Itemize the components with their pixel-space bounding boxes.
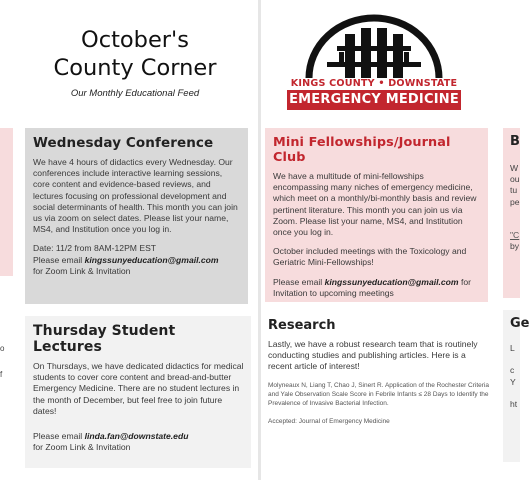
wednesday-body: We have 4 hours of didactics every Wednesday. Our conferences include interactive learning sessions, core content and evidence-based reviews, and lectures focusing on professional development and social determinants of health. This month you can join us via zoom on select dates. Please list your name, MS4, and Institution once you log in.: [33, 157, 238, 235]
research-body: Lastly, we have a robust research team that is routinely conducting studies and publishing articles. Here is a recent article of interest!: [268, 339, 478, 372]
mini-fellowships-body: We have a multitude of mini-fellowships encompassing many niches of emergency medicine, which meet on a monthly/bi-monthly basis and review pertinent literature. This month you can join us via Zoom. Please list your name, MS4, and Institution once you log in.: [273, 171, 477, 238]
thursday-lectures-card: [25, 316, 251, 468]
right-card-2-lines: L c Y ht: [510, 343, 518, 410]
mini-fellowships-email-line: Please email kingssunyeducation@gmail.com for Invitation to upcoming meetings: [273, 276, 471, 298]
wednesday-title: Wednesday Conference: [33, 135, 214, 151]
right-edge-card-2: [503, 310, 530, 462]
left-edge-text: o f: [0, 344, 5, 379]
title-line-1: October's: [81, 27, 189, 53]
research-section: [268, 318, 490, 425]
wednesday-email-link[interactable]: kingssunyeducation@gmail.com: [84, 254, 219, 265]
mini-fellowships-card: [265, 128, 488, 302]
logo-emergency-medicine-text: EMERGENCY MEDICINE: [287, 90, 461, 110]
wednesday-email-line: Please email kingssunyeducation@gmail.com: [33, 254, 219, 265]
mini-fellowships-email-link[interactable]: kingssunyeducation@gmail.com: [324, 276, 459, 287]
left-edge-card: [0, 128, 13, 276]
kings-county-logo: [287, 22, 461, 108]
hospital-arch-logo-icon: [287, 22, 461, 78]
mini-fellowships-title: Mini Fellowships/Journal Club: [273, 135, 451, 165]
research-title: Research: [268, 318, 336, 333]
thursday-email-link[interactable]: linda.fan@downstate.edu: [84, 431, 189, 442]
logo-kings-county-text: KINGS COUNTY • DOWNSTATE: [290, 78, 458, 89]
thursday-body: On Thursdays, we have dedicated didactics for medical students to cover core content and bread-and-butter Emergency Medicine. There are no student lectures in the month of December, but feel free to join future dates!: [33, 361, 244, 416]
wednesday-email-suffix: for Zoom Link & Invitation: [33, 265, 131, 276]
thursday-email-line: Please email linda.fan@downstate.edu: [33, 431, 189, 442]
wednesday-conference-card: [25, 128, 248, 304]
right-card-1-after: by: [510, 241, 520, 252]
thursday-title: Thursday Student Lectures: [33, 323, 176, 355]
page-title: [30, 26, 240, 82]
right-edge-card-1: [503, 128, 520, 298]
left-page: [0, 0, 258, 480]
right-card-2-title: Ge: [510, 316, 530, 331]
research-accepted: Accepted: Journal of Emergency Medicine: [268, 417, 390, 425]
mini-fellowships-note: October included meetings with the Toxicology and Geriatric Mini-Fellowships!: [273, 246, 467, 268]
research-citation: Molyneaux N, Liang T, Chao J, Sinert R. Application of the Rochester Criteria and Yale Observation Scale Score in Febrile Infants ≤ 28 Days to Identify the Prevalence of Invasive Bacterial Infection.: [268, 381, 489, 407]
page-subtitle: Our Monthly Educational Feed: [70, 88, 200, 99]
thursday-email-suffix: for Zoom Link & Invitation: [33, 442, 131, 453]
right-card-1-lines: W ou tu pe: [510, 163, 520, 207]
wednesday-date: Date: 11/2 from 8AM-12PM EST: [33, 243, 157, 254]
right-card-1-title: B: [510, 134, 520, 149]
right-card-1-link[interactable]: "C: [510, 229, 520, 240]
title-line-2: County Corner: [53, 55, 217, 81]
